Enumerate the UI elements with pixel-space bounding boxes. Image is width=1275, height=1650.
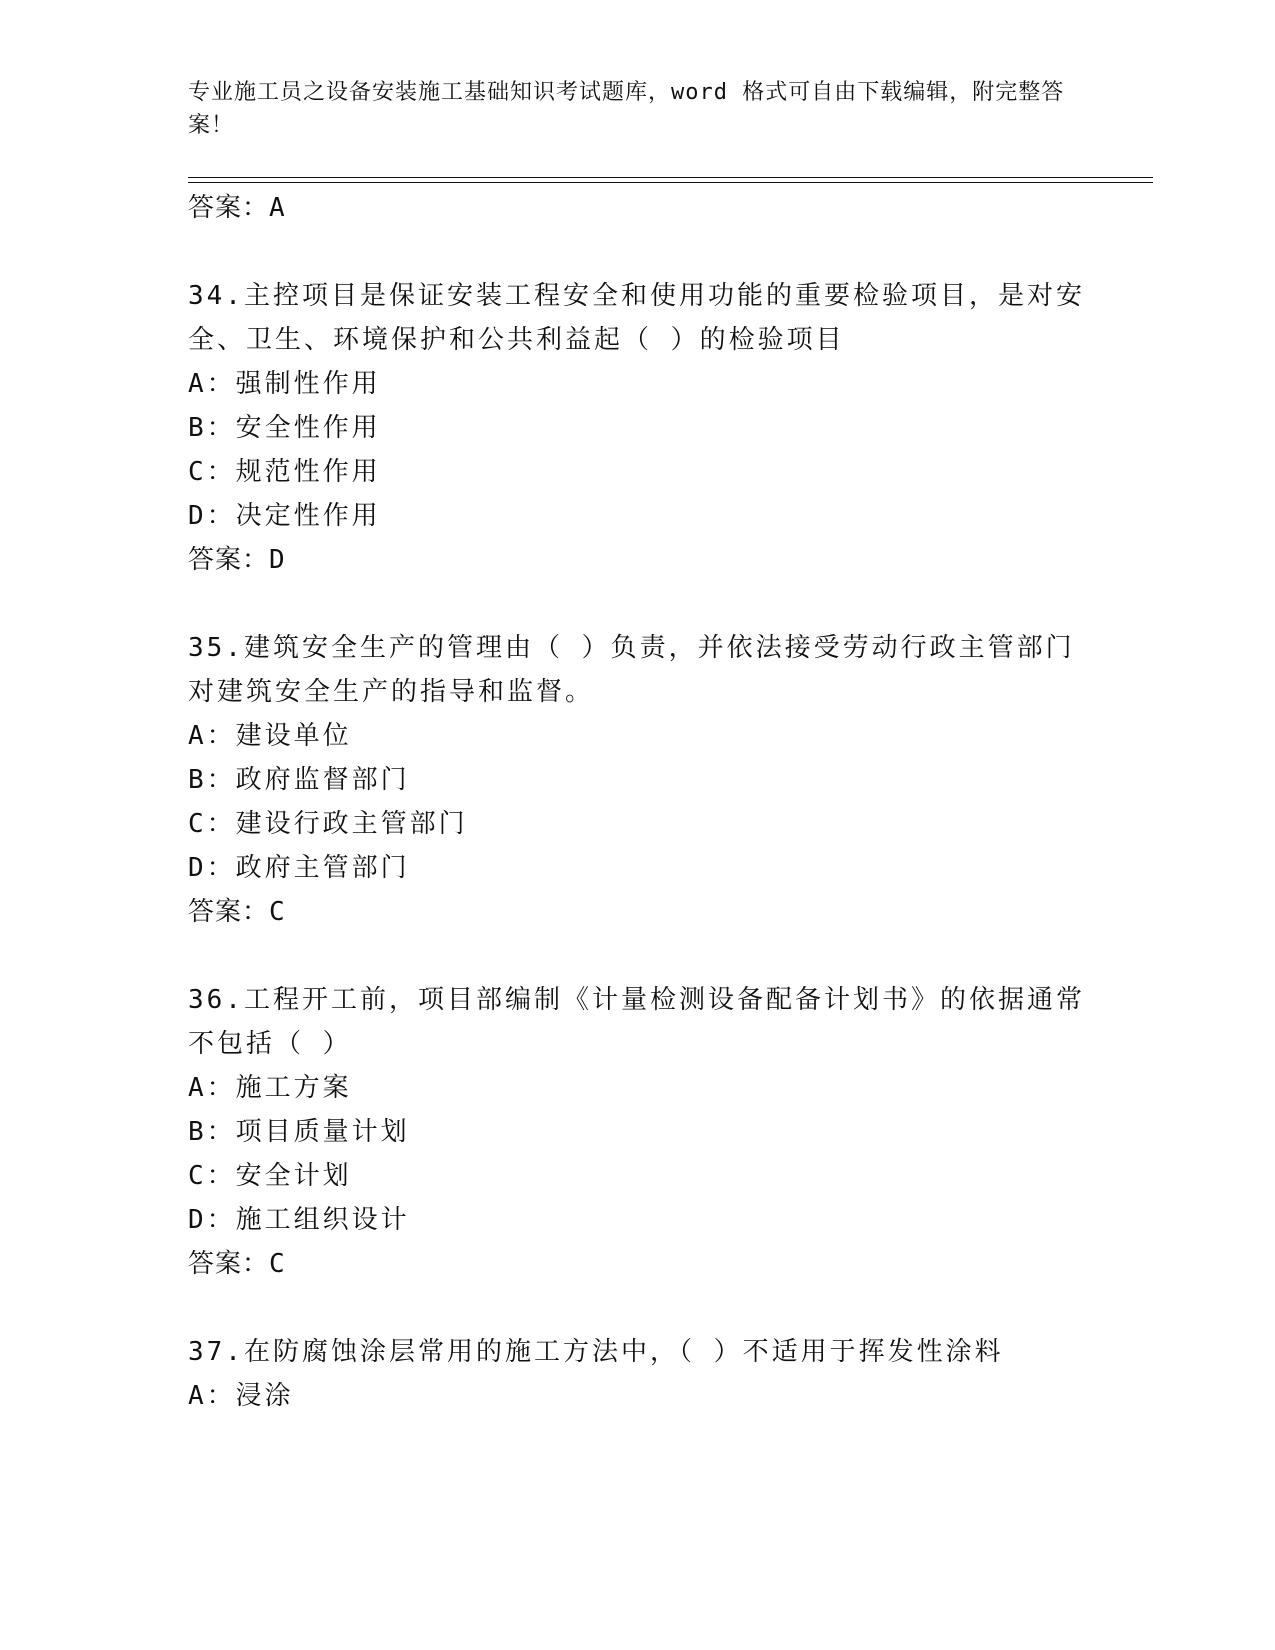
question-34-option-c: C：规范性作用: [188, 457, 381, 487]
question-34-option-a: A：强制性作用: [188, 369, 381, 399]
header-rule-top: [188, 177, 1153, 178]
question-35-option-b: B：政府监督部门: [188, 765, 410, 795]
document-header: 专业施工员之设备安装施工基础知识考试题库，word 格式可自由下载编辑，附完整答案！: [188, 80, 1065, 138]
question-36-option-d: D：施工组织设计: [188, 1205, 410, 1235]
question-34-option-d: D：决定性作用: [188, 501, 381, 531]
question-36-option-a: A：施工方案: [188, 1073, 352, 1103]
question-36-answer: 答案：C: [188, 1249, 286, 1279]
question-35-stem-cont: 对建筑安全生产的指导和监督。: [188, 677, 595, 707]
header-rule-bottom: [188, 182, 1153, 183]
question-37-stem: 37.在防腐蚀涂层常用的施工方法中，（ ）不适用于挥发性涂料: [188, 1337, 1004, 1367]
answer-line: 答案：A: [188, 193, 286, 223]
question-35-option-d: D：政府主管部门: [188, 853, 410, 883]
question-36-option-c: C：安全计划: [188, 1161, 352, 1191]
question-37-option-a: A：浸涂: [188, 1381, 294, 1411]
question-36-stem: 36.工程开工前，项目部编制《计量检测设备配备计划书》的依据通常: [188, 985, 1085, 1015]
question-34-answer: 答案：D: [188, 545, 286, 575]
question-36-stem-cont: 不包括（ ）: [188, 1029, 352, 1059]
question-35-stem: 35.建筑安全生产的管理由（ ）负责，并依法接受劳动行政主管部门: [188, 633, 1075, 663]
question-34-option-b: B：安全性作用: [188, 413, 381, 443]
question-34-stem: 34.主控项目是保证安装工程安全和使用功能的重要检验项目，是对安: [188, 281, 1085, 311]
question-36-option-b: B：项目质量计划: [188, 1117, 410, 1147]
question-35-option-a: A：建设单位: [188, 721, 352, 751]
question-34-stem-cont: 全、卫生、环境保护和公共利益起（ ）的检验项目: [188, 325, 845, 355]
question-35-option-c: C：建设行政主管部门: [188, 809, 468, 839]
question-35-answer: 答案：C: [188, 897, 286, 927]
